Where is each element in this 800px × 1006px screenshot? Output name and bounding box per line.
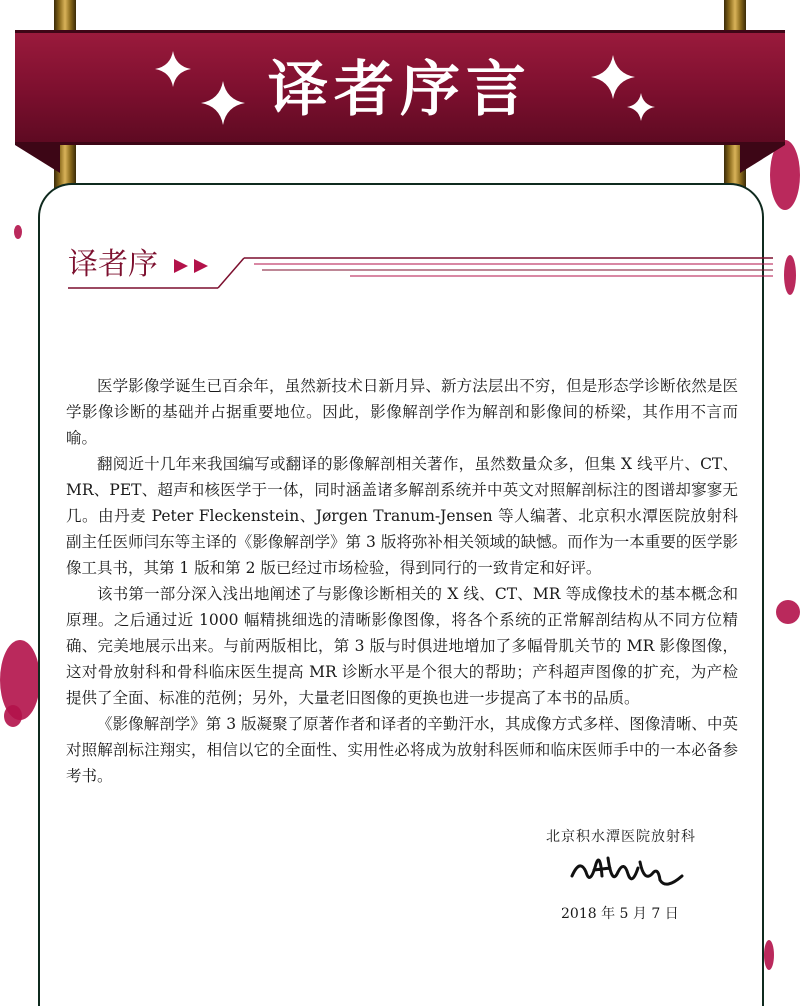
handwritten-signature xyxy=(566,846,686,896)
title-banner xyxy=(15,30,785,145)
ink-splatter xyxy=(14,225,22,239)
signature-organization: 北京积水潭医院放射科 xyxy=(546,829,696,845)
preface-body xyxy=(66,373,738,789)
paragraph: 翻阅近十几年来我国编写或翻译的影像解剖相关著作，虽然数量众多，但集 X 线平片、CT、MR、PET、超声和核医学于一体，同时涵盖诸多解剖系统并中英文对照解剖标注的图谱却寥寥无几。由丹麦 Peter Fleckenstein、Jørgen Tranum-Jensen 等人编著、北京积水潭医院放射科副主任医师闫东等主译的《影像解剖学》第 3 版将弥补相关领域的缺憾。而作为一本重要的医学影像工具书，其第 1 版和第 2 版已经过市场检验，得到同行的一致肯定和好评。 xyxy=(66,455,738,577)
ink-splatter xyxy=(4,705,22,727)
signature-date: 2018 年 5 月 7 日 xyxy=(561,906,679,922)
ink-splatter xyxy=(784,255,796,295)
ink-splatter xyxy=(764,940,774,970)
banner-fold-left xyxy=(15,145,60,173)
banner-fold-right xyxy=(740,145,785,173)
banner-title: 译者序言 xyxy=(268,55,532,125)
heading-rule xyxy=(68,254,773,294)
ink-splatter xyxy=(776,600,800,624)
paragraph: 《影像解剖学》第 3 版凝聚了原著作者和译者的辛勤汗水，其成像方式多样、图像清晰、中英对照解剖标注翔实，相信以它的全面性、实用性必将成为放射科医师和临床医师手中的一本必备参考书。 xyxy=(66,715,738,785)
section-heading: 译者序 xyxy=(68,247,158,282)
paragraph: 医学影像学诞生已百余年，虽然新技术日新月异、新方法层出不穷，但是形态学诊断依然是医学影像诊断的基础并占据重要地位。因此，影像解剖学作为解剖和影像间的桥梁，其作用不言而喻。 xyxy=(66,377,738,447)
paragraph: 该书第一部分深入浅出地阐述了与影像诊断相关的 X 线、CT、MR 等成像技术的基本概念和原理。之后通过近 1000 幅精挑细选的清晰影像图像，将各个系统的正常解剖结构从不同方位精确、完美地展示出来。与前两版相比，第 3 版与时俱进地增加了多幅骨肌关节的 MR 影像图像，这对骨放射科和骨科临床医生提高 MR 诊断水平是个很大的帮助；产科超声图像的扩充，为产检提供了全面、标准的范例；另外，大量老旧图像的更换也进一步提高了本书的品质。 xyxy=(66,585,738,707)
